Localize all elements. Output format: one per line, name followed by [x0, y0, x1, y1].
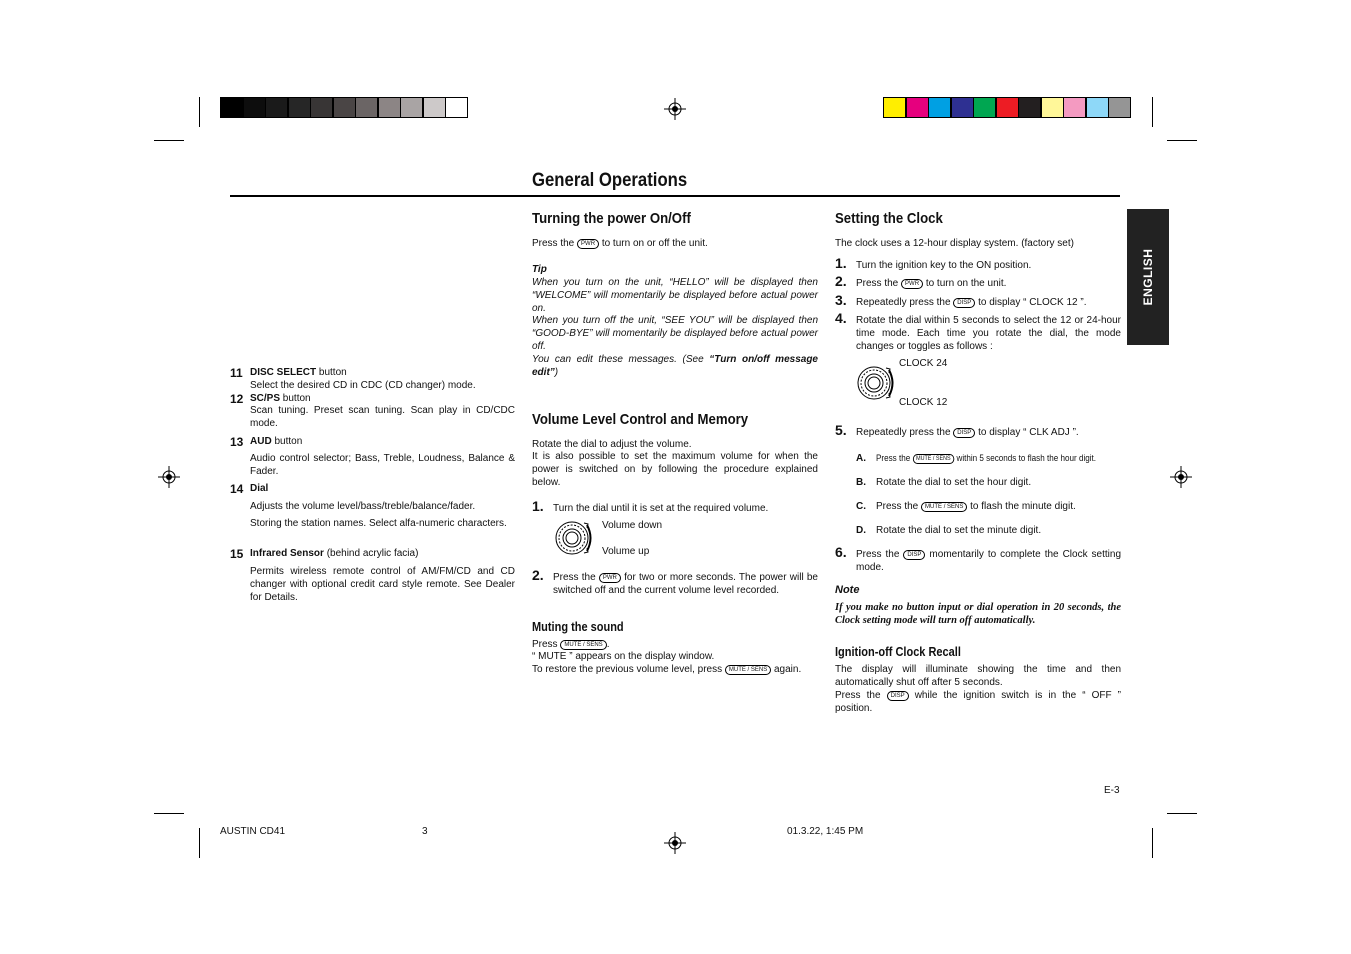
- step-text: Turn the ignition key to the ON position.: [856, 260, 1032, 271]
- text: to turn on or off the unit.: [601, 238, 708, 249]
- color-swatch: [445, 97, 468, 118]
- color-swatch: [951, 97, 974, 118]
- color-swatch: [265, 97, 288, 118]
- color-swatch: [400, 97, 423, 118]
- substep-text: Rotate the dial to set the hour digit.: [876, 477, 1032, 488]
- crop-mark: [1152, 828, 1153, 858]
- color-swatch: [355, 97, 378, 118]
- text: Rotate the dial to adjust the volume.: [532, 439, 692, 450]
- substep-label: A.: [856, 453, 866, 464]
- mute-sens-button-icon: MUTE / SENS: [560, 640, 606, 650]
- power-heading: Turning the power On/Off: [532, 210, 691, 227]
- tip-text: You can edit these messages. (See “Turn on/off message edit”): [532, 354, 818, 378]
- color-swatch: [243, 97, 266, 118]
- substep-label: C.: [856, 501, 866, 512]
- item-desc: Storing the station names. Select alfa-numeric characters.: [250, 518, 507, 529]
- color-swatch: [310, 97, 333, 118]
- item-name: SC/PS: [250, 393, 281, 404]
- tip-text: When you turn on the unit, “HELLO” will be displayed then “WELCOME” will momentarily be displayed before actual power on.: [532, 277, 818, 314]
- volume-up-label: Volume up: [602, 546, 650, 557]
- clock-12-label: CLOCK 12: [899, 397, 948, 408]
- item-number: 13: [230, 435, 244, 449]
- disp-button-icon: DISP: [953, 428, 975, 438]
- color-swatch: [1108, 97, 1131, 118]
- step-text: Rotate the dial within 5 seconds to select the 12 or 24-hour time mode. Each time you rotate the dial, the mode changes or toggles as follows :: [856, 315, 1121, 352]
- color-swatch: [333, 97, 356, 118]
- clock-dial-icon: [856, 364, 898, 402]
- item-name: DISC SELECT: [250, 367, 317, 378]
- text: It is also possible to set the maximum volume for when the power is switched on by following the procedure explained below.: [532, 451, 818, 488]
- crop-mark: [199, 97, 200, 127]
- text: The display will illuminate showing the time and then automatically shut off after 5 seconds.: [835, 664, 1121, 688]
- volume-down-label: Volume down: [602, 520, 663, 531]
- step-number: 6.: [835, 544, 847, 560]
- item-desc: Audio control selector; Bass, Treble, Loudness, Balance & Fader.: [250, 453, 515, 477]
- footer-date: 01.3.22, 1:45 PM: [787, 826, 864, 837]
- clock-heading: Setting the Clock: [835, 210, 943, 227]
- language-tab: [1127, 209, 1169, 345]
- color-swatch: [288, 97, 311, 118]
- color-swatch: [1041, 97, 1064, 118]
- crop-mark: [1167, 140, 1197, 141]
- crop-mark: [1167, 813, 1197, 814]
- registration-mark-icon: [158, 466, 180, 488]
- mute-sens-button-icon: MUTE / SENS: [725, 665, 771, 675]
- footer-title: AUSTIN CD41: [220, 826, 286, 837]
- text: Press the: [532, 238, 575, 249]
- substep-text: Rotate the dial to set the minute digit.: [876, 525, 1042, 536]
- crop-mark: [1152, 97, 1153, 127]
- crop-mark: [154, 813, 184, 814]
- pwr-button-icon: PWR: [901, 279, 923, 289]
- recall-heading: Ignition-off Clock Recall: [835, 645, 961, 659]
- volume-dial-icon: [554, 519, 596, 557]
- item-suffix: (behind acrylic facia): [323, 548, 419, 559]
- crop-mark: [154, 140, 184, 141]
- step-number: 3.: [835, 292, 847, 308]
- text: “ MUTE ” appears on the display window.: [532, 651, 715, 662]
- item-name: AUD: [250, 436, 272, 447]
- color-swatch: [996, 97, 1019, 118]
- note-text: If you make no button input or dial operation in 20 seconds, the Clock setting mode will turn off automatically.: [835, 602, 1121, 626]
- note-label: Note: [835, 584, 860, 596]
- color-swatch: [973, 97, 996, 118]
- page-title: General Operations: [532, 170, 688, 191]
- item-suffix: button: [280, 393, 311, 404]
- crop-mark: [199, 828, 200, 858]
- step-number: 1.: [835, 255, 847, 271]
- registration-mark-icon: [664, 832, 686, 854]
- item-name: Dial: [250, 483, 269, 494]
- footer-page: 3: [422, 826, 428, 837]
- item-desc: Permits wireless remote control of AM/FM/CD and CD changer with optional credit card style remote. See Dealer for Details.: [250, 566, 515, 603]
- mute-sens-button-icon: MUTE / SENS: [921, 502, 967, 512]
- step-number: 2.: [532, 567, 544, 583]
- pwr-button-icon: PWR: [599, 573, 621, 583]
- item-number: 15: [230, 547, 244, 561]
- language-tab-label: ENGLISH: [1141, 248, 1155, 306]
- color-swatch: [1086, 97, 1109, 118]
- substep-label: B.: [856, 477, 866, 488]
- disp-button-icon: DISP: [887, 691, 909, 701]
- item-desc: Adjusts the volume level/bass/treble/balance/fader.: [250, 501, 476, 512]
- registration-mark-icon: [664, 98, 686, 120]
- color-swatch: [378, 97, 401, 118]
- item-name: Infrared Sensor: [250, 548, 324, 559]
- disp-button-icon: DISP: [953, 298, 975, 308]
- volume-heading: Volume Level Control and Memory: [532, 411, 749, 428]
- color-swatch: [423, 97, 446, 118]
- pwr-button-icon: PWR: [577, 239, 599, 249]
- substep-label: D.: [856, 525, 866, 536]
- step-number: 4.: [835, 310, 847, 326]
- item-suffix: button: [271, 436, 303, 447]
- tip-text: When you turn off the unit, “SEE YOU” will be displayed then “GOOD-BYE” will momentarily be displayed before actual power off.: [532, 315, 818, 352]
- mute-heading: Muting the sound: [532, 620, 624, 634]
- title-rule: [230, 195, 1120, 197]
- item-desc: Scan tuning. Preset scan tuning. Scan play in CD/CDC mode.: [250, 405, 515, 429]
- clock-24-label: CLOCK 24: [899, 358, 948, 369]
- color-swatch: [906, 97, 929, 118]
- step-text: Turn the dial until it is set at the required volume.: [553, 503, 769, 514]
- item-number: 12: [230, 392, 244, 406]
- color-swatch: [1063, 97, 1086, 118]
- tip-label: Tip: [532, 264, 547, 275]
- step-number: 1.: [532, 498, 544, 514]
- color-swatch: [883, 97, 906, 118]
- page-number: E-3: [1104, 785, 1120, 796]
- mute-sens-button-icon: MUTE / SENS: [912, 454, 954, 464]
- registration-mark-icon: [1170, 466, 1192, 488]
- disp-button-icon: DISP: [903, 550, 925, 560]
- color-swatch: [928, 97, 951, 118]
- item-desc: Select the desired CD in CDC (CD changer) mode.: [250, 380, 476, 391]
- step-number: 2.: [835, 273, 847, 289]
- item-suffix: button: [316, 367, 347, 378]
- item-number: 14: [230, 482, 244, 496]
- step-number: 5.: [835, 422, 847, 438]
- item-number: 11: [230, 366, 243, 380]
- text: The clock uses a 12-hour display system. (factory set): [835, 238, 1074, 249]
- color-swatch: [1018, 97, 1041, 118]
- color-swatch: [220, 97, 243, 118]
